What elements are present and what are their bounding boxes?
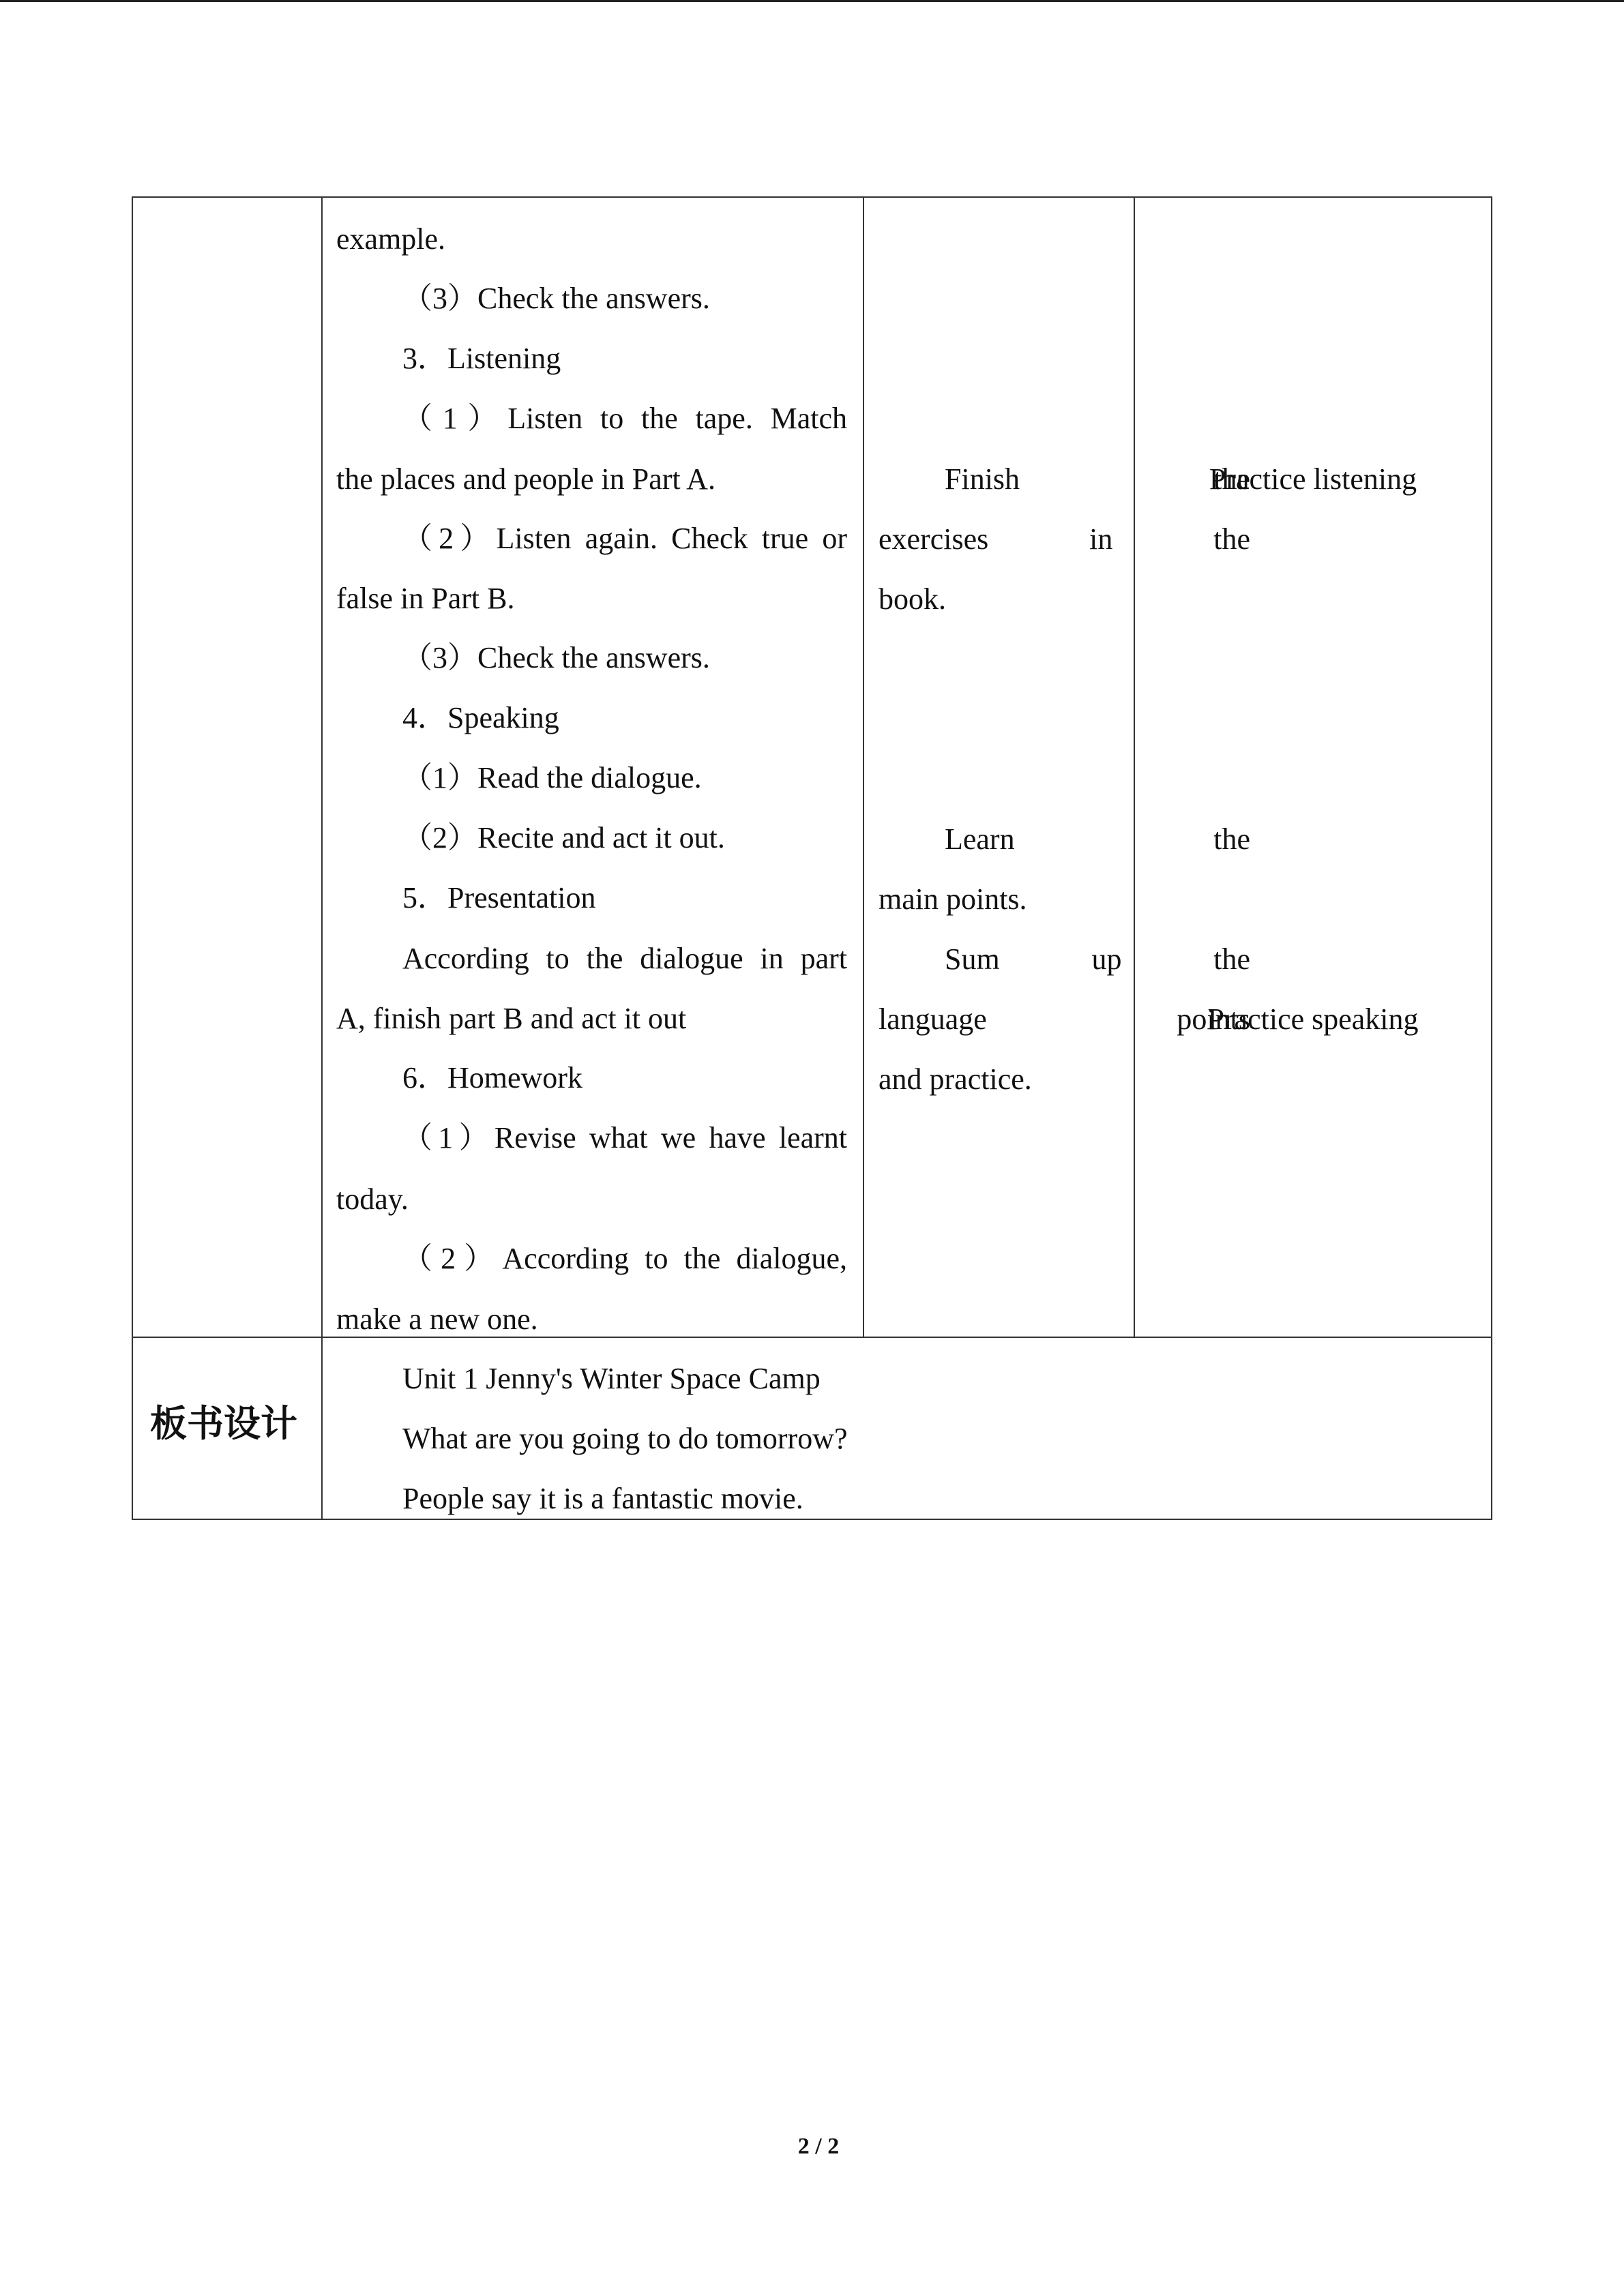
procedure-line: （1）Revise what we have learnt — [402, 1121, 847, 1154]
board-design-line: People say it is a fantastic movie. — [402, 1482, 803, 1515]
procedure-line: （2）According to the dialogue, — [402, 1242, 847, 1275]
column-divider-3 — [1134, 198, 1135, 1338]
procedure-line: the places and people in Part A. — [336, 462, 715, 496]
procedure-line: 5．Presentation — [402, 881, 596, 914]
activity-line: book. — [879, 582, 946, 616]
page-top-border — [0, 0, 1624, 2]
board-design-line: What are you going to do tomorrow? — [402, 1422, 848, 1455]
activity-line: language points — [879, 1002, 1250, 1036]
procedure-line: 6．Homework — [402, 1061, 582, 1094]
procedure-line: make a new one. — [336, 1302, 538, 1336]
procedure-line: A, finish part B and act it out — [336, 1002, 687, 1035]
board-design-line: Unit 1 Jenny's Winter Space Camp — [402, 1362, 821, 1395]
column-divider-2 — [863, 198, 864, 1338]
procedure-line: According to the dialogue in part — [402, 942, 847, 975]
procedure-line: today. — [336, 1182, 409, 1216]
design-intent-listening: Practice listening — [1209, 462, 1417, 496]
column-divider-1 — [321, 198, 323, 1519]
page-number: 2 / 2 — [797, 2134, 840, 2159]
procedure-line: （2）Listen again. Check true or — [402, 522, 847, 555]
procedure-line: （1）Listen to the tape. Match — [402, 402, 847, 435]
procedure-line: （3）Check the answers. — [402, 641, 710, 674]
activity-line: Finish the — [945, 462, 1250, 496]
activity-line: exercises in the — [879, 522, 1250, 556]
procedure-line: false in Part B. — [336, 582, 515, 615]
procedure-line: （1）Read the dialogue. — [402, 761, 702, 794]
design-intent-speaking: Practice speaking — [1207, 1002, 1419, 1036]
procedure-line: 4．Speaking — [402, 701, 559, 734]
activity-line: main points. — [879, 882, 1027, 916]
activity-line: Sum up the — [945, 942, 1250, 976]
lesson-plan-table — [132, 196, 1492, 1520]
procedure-line: （2）Recite and act it out. — [402, 821, 725, 854]
activity-line: and practice. — [879, 1062, 1032, 1096]
activity-line: Learn the — [945, 822, 1250, 856]
board-design-label: 板书设计 — [150, 1402, 297, 1445]
procedure-line: 3．Listening — [402, 342, 561, 375]
procedure-line: example. — [336, 222, 446, 256]
procedure-line: （3）Check the answers. — [402, 282, 710, 315]
